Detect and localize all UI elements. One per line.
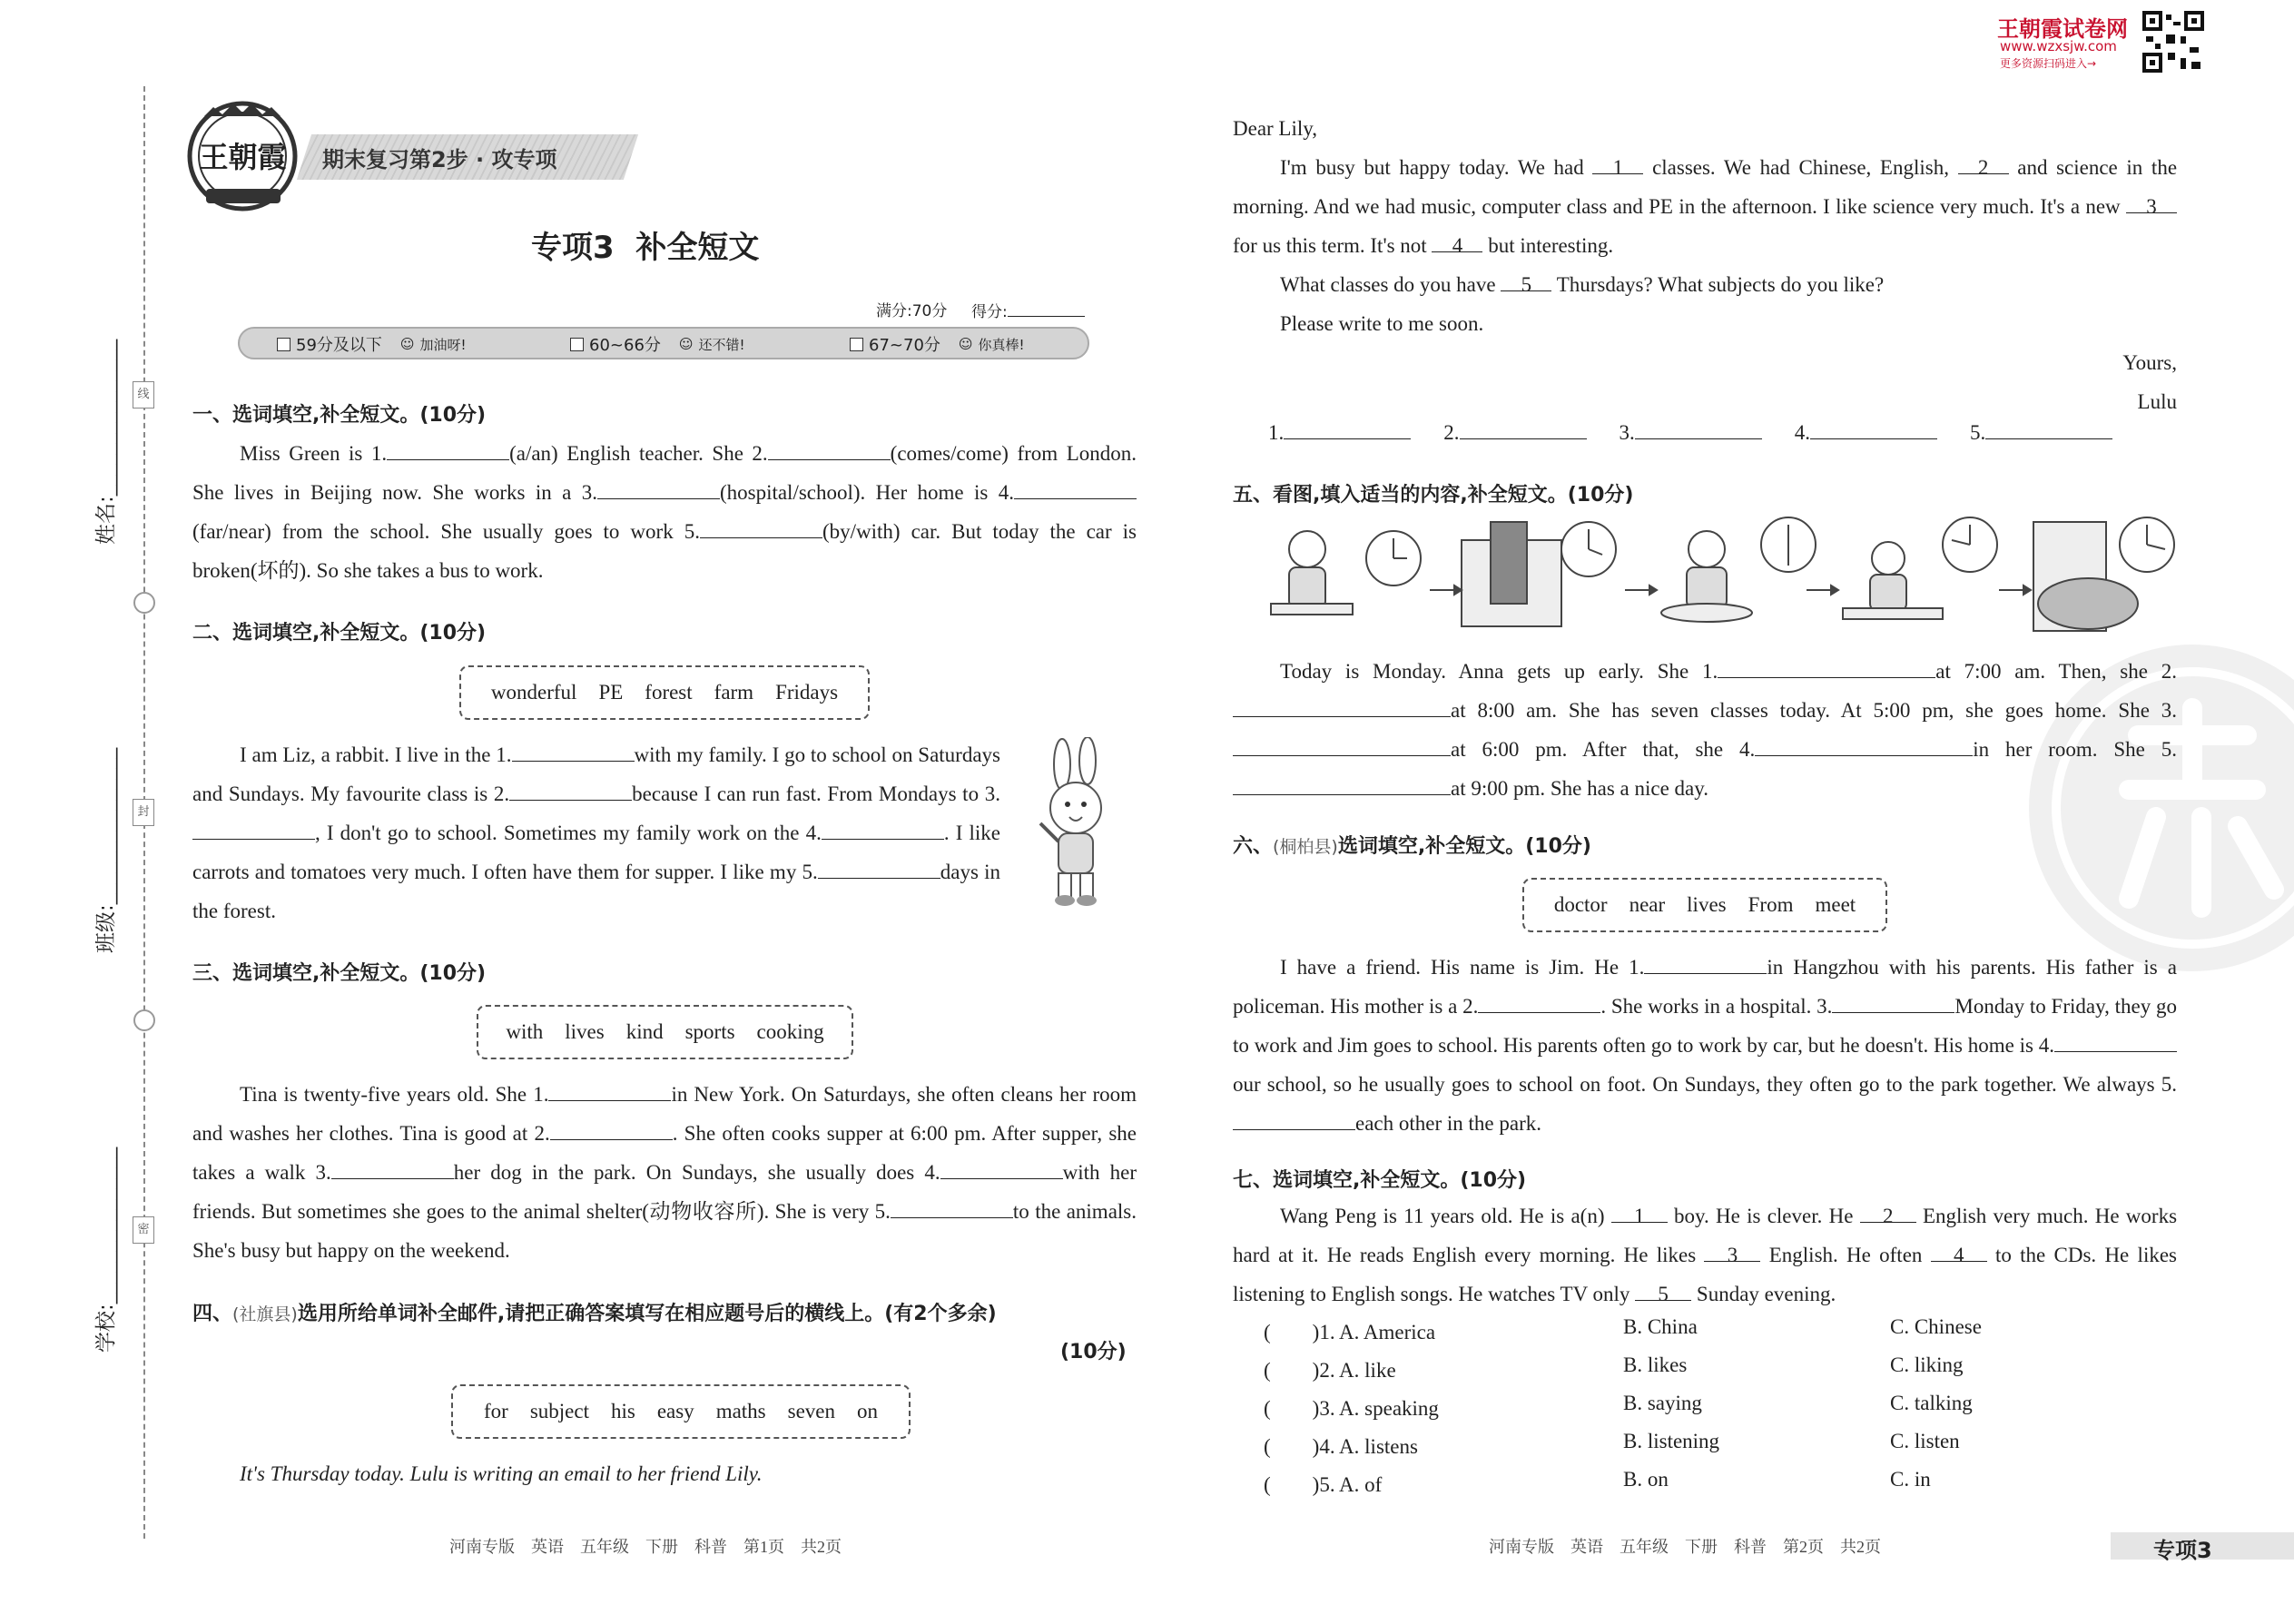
section-7-passage: Wang Peng is 11 years old. He is a(n) 1 boy. He is clever. He 2 English very much. He works hard at it. He reads English every morning. He likes 3 English. He often 4 to the CDs. He likes listening to English songs. He watches TV only 5 Sunday evening. xyxy=(1233,1196,2177,1314)
smile-icon: ☺ xyxy=(678,336,694,352)
email-letter: Dear Lily, I'm busy but happy today. We had 1 classes. We had Chinese, English, 2 and science in the morning. And we had music, computer class and PE in the afternoon. I like science very much. It's a new 3 for us this term. It's not 4 but interesting. What classes do you have 5 Thursdays? What subjects do you like? Please write to me soon. Yours, Lulu xyxy=(1233,109,2177,421)
score-full: 满分:70分 xyxy=(876,302,948,320)
section-5-passage: Today is Monday. Anna gets up early. She 1. at 7:00 am. Then, she 2.at 8:00 am. She has seven classes today. At 5:00 pm, she goes home. She 3.at 6:00 pm. After that, she 4. in her room. She 5.at 9:00 pm. She has a nice day. xyxy=(1233,652,2177,808)
blank-4[interactable] xyxy=(2054,1026,2177,1052)
section-5-title: 五、看图,填入适当的内容,补全短文。(10分) xyxy=(1233,484,1634,507)
word-bank-6 xyxy=(1522,878,1887,932)
section-7-title: 七、选词填空,补全短文。(10分) xyxy=(1233,1169,1527,1192)
section-3-passage: Tina is twenty-five years old. She 1. in New York. On Saturdays, she often cleans her room and washes her clothes. Tina is good at 2. . She often cooks supper at 6:00 pm. After supper, she takes a walk 3. her dog in the park. On Sundays, she usually does 4. with her friends. But sometimes she goes to the animal shelter(动物收容所). She is very 5. to the animals. She's busy but happy on the weekend. xyxy=(192,1075,1137,1270)
rating-option-1[interactable]: 59分及以下 ☺ 加油呀! xyxy=(277,332,467,356)
blank-2[interactable]: 2 xyxy=(1860,1196,1916,1223)
blank-5[interactable] xyxy=(700,512,822,538)
word: Fridays xyxy=(775,681,839,704)
section-6-passage: I have a friend. His name is Jim. He 1. in Hangzhou with his parents. His father is a policeman. His mother is a 2. . She works in a hospital. 3. Monday to Friday, they go to work and Jim goes to school. His parents often go to work by car, but he doesn't. His home is 4.our school, so he usually goes to school on foot. On Sundays, they often go to the park together. We always 5.each other in the park. xyxy=(1233,948,2177,1143)
section-1-passage: Miss Green is 1. (a/an) English teacher. She 2. (comes/come) from London. She lives in Beijing now. She works in a 3. (hospital/school). Her home is 4.(far/near) from the school. She usually goes to work 5. (by/with) car. But today the car is broken(坏的). So she takes a bus to work. xyxy=(192,434,1137,590)
section-2-passage: I am Liz, a rabbit. I live in the 1. with my family. I go to school on Saturdays and Sundays. My favourite class is 2. because I can run fast. From Mondays to 3., I don't go to school. Sometimes my family work on the 4. . I like carrots and tomatoes very much. I often have them for supper. I like my 5. days in the forest. xyxy=(192,735,1000,930)
rating-option-3[interactable]: 67~70分 ☺ 你真棒! xyxy=(850,332,1025,356)
binding-hole-2 xyxy=(133,1009,155,1031)
word: doctor xyxy=(1553,893,1608,916)
section-4-title: 四、(社旗县)选用所给单词补全邮件,请把正确答案填写在相应题号后的横线上。(有2个多余) xyxy=(192,1303,997,1325)
blank-3[interactable] xyxy=(331,1153,454,1179)
blank-5[interactable] xyxy=(818,852,940,879)
blank-1[interactable] xyxy=(512,735,635,762)
word-bank-2 xyxy=(459,665,870,720)
blank-2[interactable] xyxy=(768,434,891,460)
checkbox[interactable] xyxy=(850,338,863,351)
checkbox[interactable] xyxy=(570,338,584,351)
blank-2[interactable] xyxy=(1233,691,1451,717)
word: on xyxy=(857,1400,879,1422)
site-url[interactable]: www.wzxsjw.com xyxy=(2000,38,2117,54)
brand-logo xyxy=(186,100,300,213)
rating-option-2[interactable]: 60~66分 ☺ 还不错! xyxy=(570,332,745,356)
word: farm xyxy=(714,681,754,704)
answer-blank-3[interactable] xyxy=(1635,413,1762,439)
blank-1[interactable]: 1 xyxy=(1592,148,1643,174)
answer-blank-5[interactable] xyxy=(1985,413,2112,439)
picture-sequence xyxy=(1253,513,2188,640)
banner-text: 期末复习第2步 · 攻专项 xyxy=(322,147,557,172)
word: his xyxy=(610,1400,635,1422)
word: lives xyxy=(565,1020,605,1043)
checkbox[interactable] xyxy=(277,338,290,351)
blank-1[interactable] xyxy=(1644,948,1767,974)
footer-right: 河南专版 英语 五年级 下册 科普 第2页 共2页 xyxy=(1489,1538,1881,1556)
word: meet xyxy=(1815,893,1856,916)
binding-hole-1 xyxy=(133,592,155,614)
score-got: 得分: xyxy=(971,298,1085,321)
seal-mark-line: 线 xyxy=(133,381,154,408)
answer-blank-1[interactable] xyxy=(1284,413,1411,439)
blank-2[interactable]: 2 xyxy=(1958,148,2009,174)
word: near xyxy=(1629,893,1666,916)
answer-blank-4[interactable] xyxy=(1810,413,1937,439)
blank-3[interactable] xyxy=(597,473,720,499)
site-tip: 更多资源扫码进入→ xyxy=(2000,57,2097,70)
blank-2[interactable] xyxy=(1478,987,1600,1013)
word: lives xyxy=(1687,893,1727,916)
word: for xyxy=(483,1400,508,1422)
answer-row-4: 1. 2. 3. 4. 5. xyxy=(1268,413,2176,452)
seal-mark-secret: 密 xyxy=(133,1216,154,1244)
logo-text: 王朝霞 xyxy=(199,140,287,174)
blank-4[interactable] xyxy=(940,1153,1063,1179)
blank-4[interactable] xyxy=(822,813,944,840)
word: cooking xyxy=(756,1020,824,1043)
qr-code-icon[interactable] xyxy=(2142,11,2215,73)
word: seven xyxy=(787,1400,836,1422)
blank-5[interactable] xyxy=(1233,769,1451,795)
blank-2[interactable] xyxy=(509,774,632,801)
section-2-title: 二、选词填空,补全短文。(10分) xyxy=(192,622,487,645)
blank-1[interactable] xyxy=(1718,652,1935,678)
word: maths xyxy=(715,1400,766,1422)
site-name: 王朝霞试卷网 xyxy=(1997,16,2128,42)
word: subject xyxy=(529,1400,589,1422)
word: kind xyxy=(625,1020,664,1043)
section-1-title: 一、选词填空,补全短文。(10分) xyxy=(192,404,487,427)
word: PE xyxy=(598,681,624,704)
word: easy xyxy=(656,1400,694,1422)
word: sports xyxy=(684,1020,735,1043)
blank-1[interactable] xyxy=(548,1075,671,1101)
email-signature: Lulu xyxy=(2137,390,2177,413)
footer-tag: 专项3 xyxy=(2153,1538,2212,1563)
seal-mark-seal: 封 xyxy=(133,799,154,826)
blank-1[interactable] xyxy=(387,434,509,460)
word: with xyxy=(506,1020,544,1043)
word: From xyxy=(1748,893,1794,916)
blank-3[interactable] xyxy=(1233,730,1451,756)
class-label: 班级:_______________ xyxy=(94,747,118,953)
word: wonderful xyxy=(490,681,577,704)
blank-5[interactable]: 5 xyxy=(1635,1275,1691,1301)
smile-icon: ☺ xyxy=(399,336,415,352)
word-bank-3 xyxy=(477,1005,853,1059)
blank-3[interactable]: 3 xyxy=(1704,1235,1760,1262)
answer-blank-2[interactable] xyxy=(1460,413,1587,439)
word-bank-4 xyxy=(451,1384,911,1439)
section-4-intro: It's Thursday today. Lulu is writing an email to her friend Lily. xyxy=(240,1462,763,1485)
footer-left: 河南专版 英语 五年级 下册 科普 第1页 共2页 xyxy=(449,1538,842,1556)
blank-5[interactable] xyxy=(891,1192,1013,1218)
blank-2[interactable] xyxy=(550,1114,673,1140)
blank-4[interactable]: 4 xyxy=(1432,226,1482,252)
rabbit-illustration xyxy=(1035,737,1117,910)
section-6-title: 六、(桐柏县)选词填空,补全短文。(10分) xyxy=(1233,835,1591,858)
section-3-title: 三、选词填空,补全短文。(10分) xyxy=(192,962,487,985)
blank-5[interactable]: 5 xyxy=(1501,265,1551,291)
smile-icon: ☺ xyxy=(958,336,973,352)
name-label: 姓名:_______________ xyxy=(94,339,118,545)
blank-3[interactable]: 3 xyxy=(2126,187,2177,213)
section-4-score: (10分) xyxy=(1060,1341,1127,1363)
blank-5[interactable] xyxy=(1233,1104,1355,1130)
blank-4[interactable] xyxy=(1014,473,1137,499)
word: forest xyxy=(645,681,693,704)
email-closing: Yours, xyxy=(2122,351,2177,374)
blank-4[interactable] xyxy=(1755,730,1973,756)
blank-3[interactable] xyxy=(192,813,315,840)
blank-4[interactable]: 4 xyxy=(1931,1235,1987,1262)
school-label: 学校:_______________ xyxy=(94,1147,118,1353)
email-greeting: Dear Lily, xyxy=(1233,117,1318,140)
blank-1[interactable]: 1 xyxy=(1611,1196,1668,1223)
blank-3[interactable] xyxy=(1832,987,1954,1013)
page-title: 专项3 补全短文 xyxy=(531,230,760,266)
